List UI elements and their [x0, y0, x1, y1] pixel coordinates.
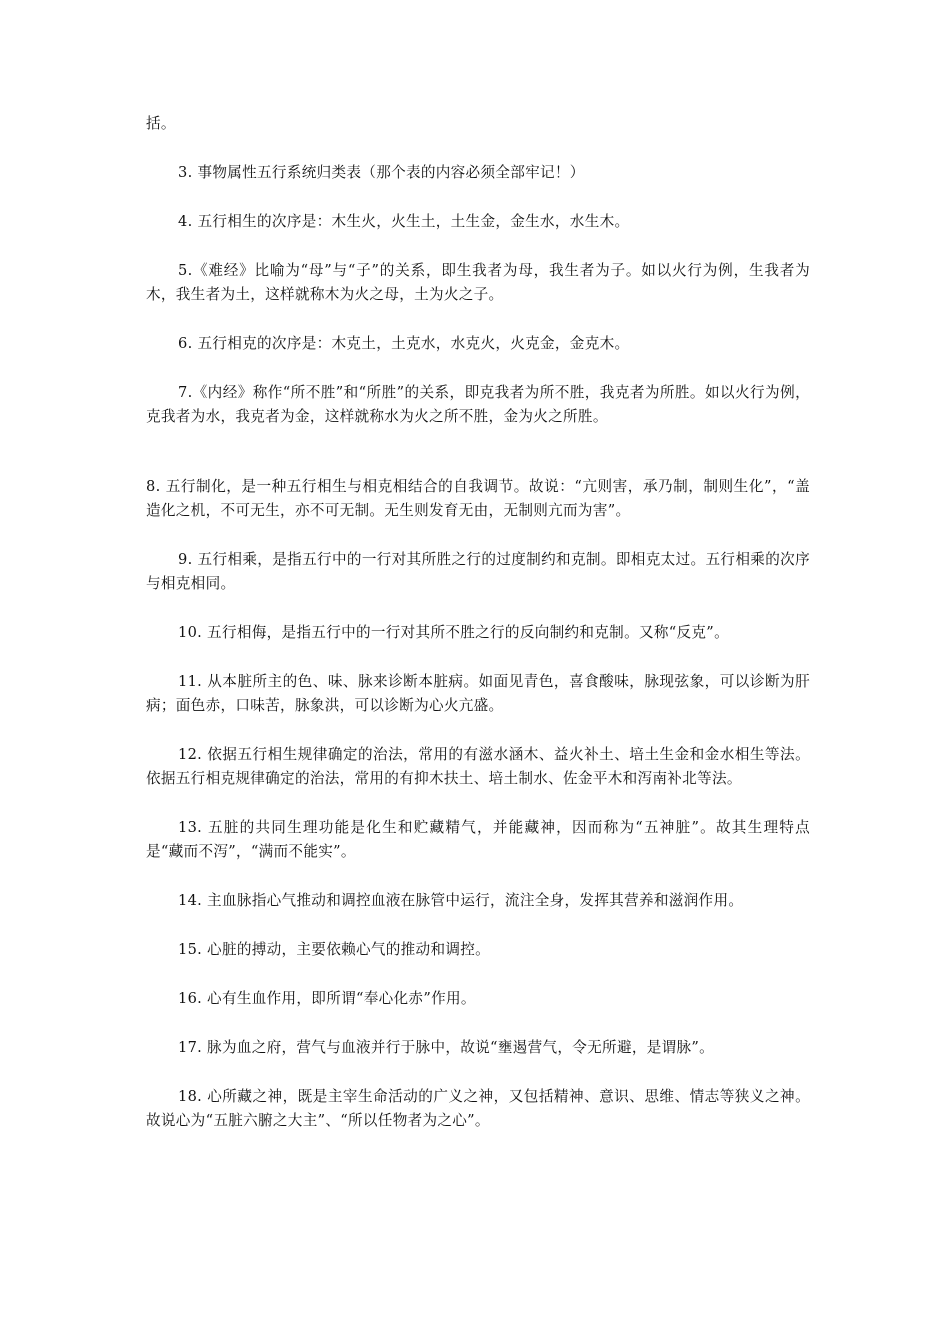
paragraph-6: 6. 五行相克的次序是：木克土，土克水，水克火，火克金，金克木。 — [178, 335, 630, 352]
paragraph-11: 11. 从本脏所主的色、味、脉来诊断本脏病。如面见青色，喜食酸味，脉现弦象，可以诊断为肝病；面色赤，口味苦，脉象洪，可以诊断为心火亢盛。 — [146, 673, 810, 714]
paragraph-8: 8. 五行制化，是一种五行相生与相克相结合的自我调节。故说：“亢则害，承乃制，制则生化”，“盖造化之机，不可无生，亦不可无制。无生则发育无由，无制则亢而为害”。 — [146, 478, 810, 519]
paragraph-continuation: 括。 — [146, 115, 176, 132]
paragraph-14: 14. 主血脉指心气推动和调控血液在脉管中运行，流注全身，发挥其营养和滋润作用。 — [178, 892, 744, 909]
paragraph-10: 10. 五行相侮，是指五行中的一行对其所不胜之行的反向制约和克制。又称“反克”。 — [178, 624, 729, 641]
document-body — [146, 112, 810, 1158]
paragraph-16: 16. 心有生血作用，即所谓“奉心化赤”作用。 — [178, 990, 476, 1007]
paragraph-13: 13. 五脏的共同生理功能是化生和贮藏精气，并能藏神，因而称为“五神脏”。故其生理特点是“藏而不泻”，“满而不能实”。 — [146, 819, 810, 860]
paragraph-5: 5.《难经》比喻为“母”与“子”的关系，即生我者为母，我生者为子。如以火行为例，生我者为木，我生者为土，这样就称木为火之母，土为火之子。 — [146, 262, 810, 303]
paragraph-12: 12. 依据五行相生规律确定的治法，常用的有滋水涵木、益火补土、培土生金和金水相生等法。依据五行相克规律确定的治法，常用的有抑木扶土、培土制水、佐金平木和泻南补北等法。 — [146, 746, 810, 787]
paragraph-9: 9. 五行相乘，是指五行中的一行对其所胜之行的过度制约和克制。即相克太过。五行相乘的次序与相克相同。 — [146, 551, 810, 592]
paragraph-7: 7.《内经》称作“所不胜”和“所胜”的关系，即克我者为所不胜，我克者为所胜。如以火行为例，克我者为水，我克者为金，这样就称水为火之所不胜，金为火之所胜。 — [146, 384, 810, 425]
paragraph-15: 15. 心脏的搏动，主要依赖心气的推动和调控。 — [178, 941, 491, 958]
paragraph-18: 18. 心所藏之神，既是主宰生命活动的广义之神，又包括精神、意识、思维、情志等狭义之神。故说心为“五脏六腑之大主”、“所以任物者为之心”。 — [146, 1088, 810, 1129]
paragraph-17: 17. 脉为血之府，营气与血液并行于脉中，故说“壅遏营气，令无所避，是谓脉”。 — [178, 1039, 715, 1056]
paragraph-3: 3. 事物属性五行系统归类表（那个表的内容必须全部牢记！） — [178, 164, 585, 181]
paragraph-4: 4. 五行相生的次序是：木生火，火生土，土生金，金生水，水生木。 — [178, 213, 630, 230]
